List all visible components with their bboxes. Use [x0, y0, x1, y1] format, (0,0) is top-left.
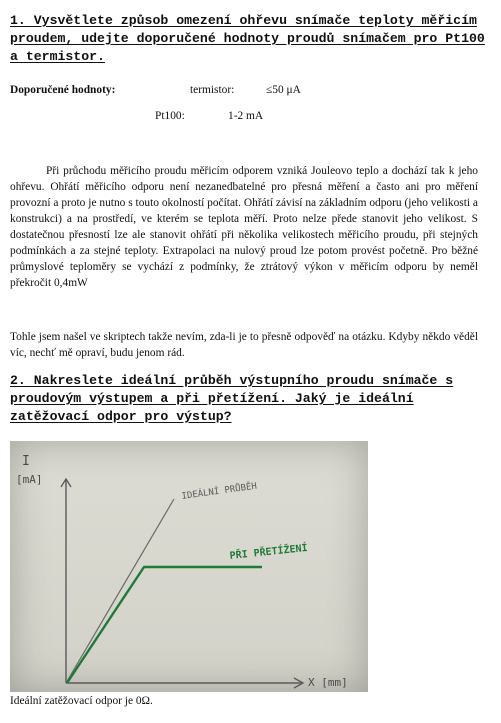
overload-label: PŘI PŘETÍŽENÍ: [229, 542, 309, 562]
sketch-graph: [10, 441, 368, 692]
answer-paragraph-2: Tohle jsem našel ve skriptech takže nevím, zda-li je to přesně odpověď na otázku. Kdyby někdo věděl víc, nechť mě opraví, budu jenom rád.: [10, 331, 478, 359]
recommended-values-label: Doporučené hodnoty:: [10, 84, 116, 96]
question-1-title: 1. Vysvětlete způsob omezení ohřevu snímače teploty měřicím proudem, udejte doporučené hodnoty proudů snímačem pro Pt100 a termistor.: [10, 13, 485, 64]
y-axis-symbol: I: [22, 454, 30, 469]
answer-paragraph-1: Při průchodu měřicího proudu měřicím odporem vzniká Jouleovo teplo a dochází tak k jeho ohřevu. Ohřátí měřicího odporu není nezanedbatelné pro přesná měření a často ani pro měření provozní a proto je nutno s touto okolností počítat. Ohřátí závisí na základním odporu (jeho velikosti a konstrukci) a na prostředí, ve kterém se teplota měří. Proto nelze přede stanovit jeho velikost. S dostatečnou přesností lze ale stanovit ohřátí při několika velikostech měřicího proudu, při stejných podmínkách a za stejné teploty. Extrapolaci na nulový proud lze potom provést početně. Pro běžné průmyslové teploměry se vychází z podmínky, že ztrátový výkon v měřicím odporu by neměl překročit 0,4mW: [10, 165, 478, 289]
ideal-curve: [66, 499, 174, 683]
question-2-title: 2. Nakreslete ideální průběh výstupního proudu snímače s proudovým výstupem a při přetížení. Jaký je ideální zatěžovací odpor pro výstup?: [10, 373, 454, 424]
x-axis-label: X [mm]: [308, 676, 348, 689]
ideal-label: IDEÁLNÍ PRŮBĚH: [181, 481, 258, 502]
sketch-photo: [10, 441, 368, 692]
thermistor-label: termistor:: [190, 84, 235, 96]
pt100-value: 1-2 mA: [228, 110, 264, 122]
caption-answer-2: Ideální zatěžovací odpor je 0Ω.: [10, 695, 153, 707]
y-axis-unit: [mA]: [16, 473, 43, 486]
pt100-label: Pt100:: [155, 110, 185, 122]
overload-curve: [67, 567, 262, 683]
thermistor-value: ≤50 μA: [266, 84, 301, 96]
